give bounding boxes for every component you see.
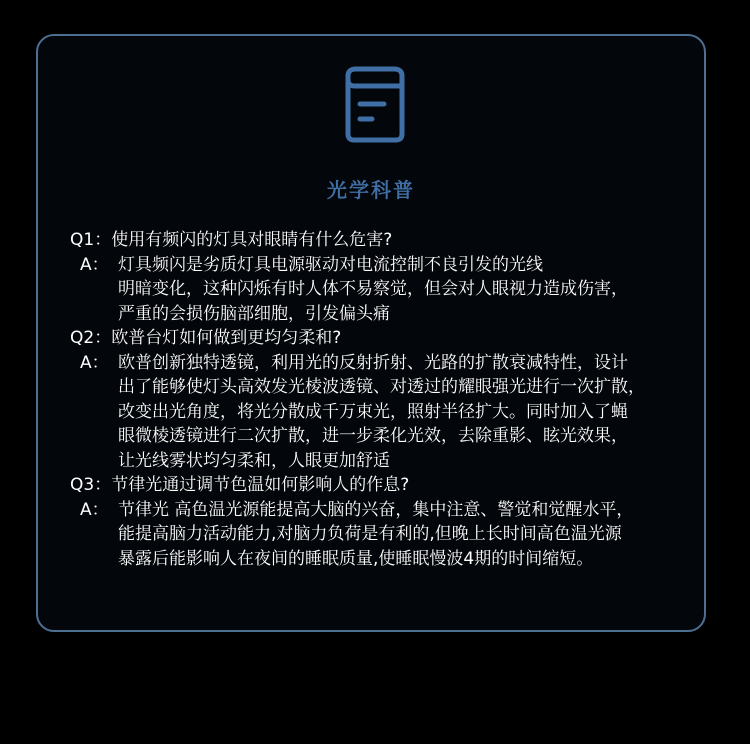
- answer-line: 明暗变化，这种闪烁有时人体不易察觉，但会对人眼视力造成伤害，: [118, 279, 628, 299]
- answer-text: [118, 351, 700, 474]
- question-text: 节律光通过调节色温如何影响人的作息?: [111, 475, 410, 495]
- answer-text: [118, 498, 700, 572]
- question-row-3: [70, 473, 700, 498]
- question-row-1: [70, 228, 700, 253]
- answer-line: 严重的会损伤脑部细胞，引发偏头痛: [118, 303, 390, 324]
- answer-line: 节律光 高色温光源能提高大脑的兴奋，集中注意、警觉和觉醒水平，: [118, 499, 634, 520]
- answer-row-2: [70, 351, 700, 474]
- answer-line: 眼微棱透镜进行二次扩散，进一步柔化光效，去除重影、眩光效果，: [118, 426, 628, 446]
- answer-row-3: [70, 498, 700, 572]
- question-label: Q1：: [70, 230, 112, 250]
- answer-text: [118, 253, 700, 327]
- answer-label: A：: [80, 352, 109, 373]
- answer-line: 欧普创新独特透镜，利用光的反射折射、光路的扩散衰减特性，设计: [118, 352, 628, 373]
- question-row-2: [70, 326, 700, 351]
- section-title: 光学科普: [327, 178, 415, 202]
- answer-line: 让光线雾状均匀柔和，人眼更加舒适: [118, 450, 390, 471]
- question-label: Q3：: [70, 475, 112, 495]
- question-text: 使用有频闪的灯具对眼睛有什么危害?: [111, 230, 393, 250]
- question-text: 欧普台灯如何做到更均匀柔和?: [111, 328, 342, 348]
- answer-label: A：: [80, 254, 109, 275]
- answer-line: 能提高脑力活动能力,对脑力负荷是有利的,但晚上长时间高色温光源: [118, 524, 622, 544]
- answer-line: 改变出光角度，将光分散成千万束光，照射半径扩大。同时加入了蝇: [118, 401, 628, 422]
- answer-line: 出了能够使灯头高效发光棱波透镜、对透过的耀眼强光进行一次扩散，: [118, 377, 645, 397]
- question-label: Q2：: [70, 328, 112, 348]
- qa-list: [70, 228, 700, 571]
- answer-row-1: [70, 253, 700, 327]
- book-icon: [342, 64, 408, 144]
- answer-line: 暴露后能影响人在夜间的睡眠质量,使睡眠慢波4期的时间缩短。: [118, 548, 594, 569]
- science-card: [36, 34, 706, 632]
- answer-line: 灯具频闪是劣质灯具电源驱动对电流控制不良引发的光线: [118, 254, 543, 275]
- answer-label: A：: [80, 499, 109, 520]
